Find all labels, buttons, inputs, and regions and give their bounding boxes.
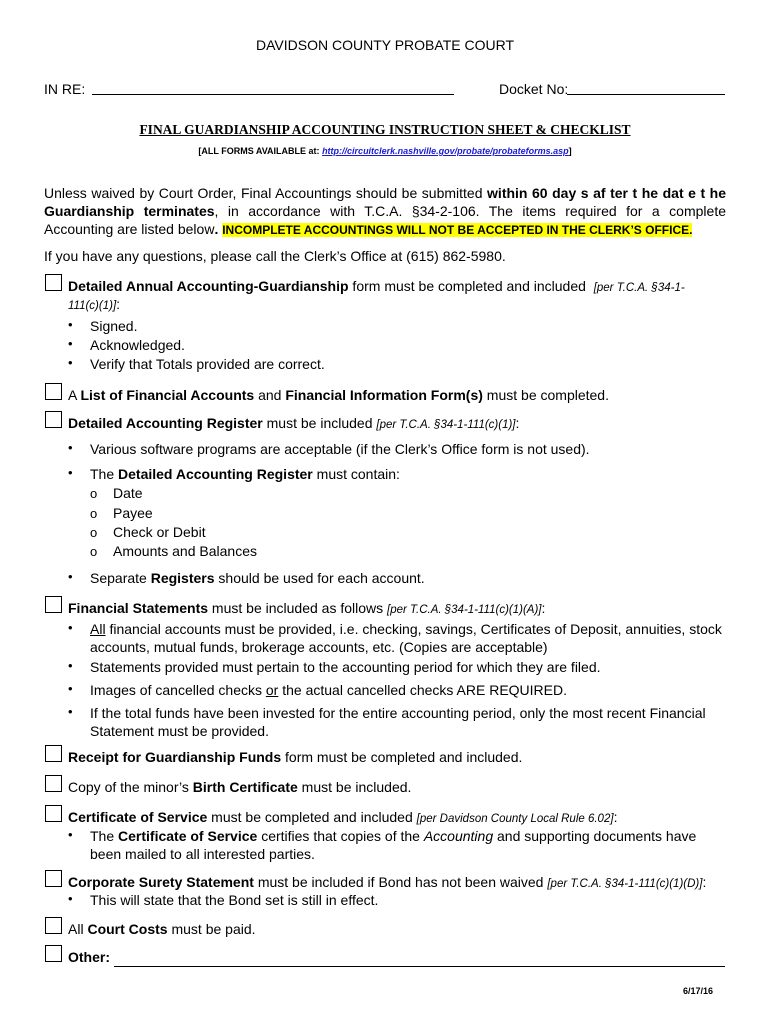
checkbox-financial-statements[interactable] — [45, 596, 62, 613]
item-other-label — [68, 948, 110, 966]
item-receipt-funds — [68, 748, 522, 766]
item-label: Corporate Surety Statement — [68, 874, 254, 890]
item-accounting-register — [68, 414, 519, 434]
bullet-bond-effect: This will state that the Bond set is still in effect. — [90, 892, 379, 908]
bullet-dot: • — [68, 891, 73, 906]
in-re-field[interactable] — [92, 94, 454, 95]
checkbox-certificate-service[interactable] — [45, 805, 62, 822]
bullet-acknowledged: Acknowledged. — [90, 337, 185, 353]
item-text: must be paid. — [167, 921, 256, 937]
item-label: Financial Information Form(s) — [285, 387, 483, 403]
item-surety-statement — [68, 873, 706, 893]
item-label: Registers — [150, 570, 215, 586]
checkbox-birth-certificate[interactable] — [45, 775, 62, 792]
item-colon: : — [541, 600, 546, 616]
item-text: must be included if Bond has not been waived — [253, 874, 548, 890]
item-text: Copy of the minor’s — [68, 779, 193, 795]
item-label: Detailed Accounting Register — [68, 415, 263, 431]
item-financial-statements — [68, 599, 545, 619]
page-title: FINAL GUARDIANSHIP ACCOUNTING INSTRUCTION SHEET & CHECKLIST — [139, 122, 631, 137]
in-re-label: IN RE: — [44, 81, 86, 97]
questions-line: If you have any questions, please call the Clerk’s Office at (615) 862-5980. — [44, 248, 506, 264]
intro-text-2: , in accordance with T.C.A. §34-2-106. The items required for a complete Accounting are listed below — [44, 203, 726, 237]
forms-link[interactable]: http://circuitclerk.nashville.gov/probate/probateforms.asp — [322, 146, 569, 156]
item-ref-2: 111(c)(1)] — [68, 300, 117, 312]
item-text: accounts, mutual funds, brokerage accounts, etc. (Copies are acceptable) — [90, 639, 548, 655]
intro-paragraph — [44, 184, 726, 239]
item-label: Receipt for Guardianship Funds — [68, 749, 282, 765]
item-text: form must be completed and included — [348, 278, 590, 294]
bullet-invested-funds — [90, 704, 730, 740]
item-text: financial accounts must be provided, i.e. checking, savings, Certificates of Deposit, annuities, stock — [105, 621, 722, 637]
bullet-dot: • — [68, 620, 73, 635]
forms-note-suffix: ] — [568, 146, 572, 156]
incomplete-warning: INCOMPLETE ACCOUNTINGS WILL NOT BE ACCEPTED IN THE CLERK’S OFFICE. — [222, 223, 693, 237]
item-emphasis: Accounting — [423, 828, 494, 844]
item-text: must be included — [262, 415, 377, 431]
item-ref: [per Davidson County Local Rule 6.02] — [416, 813, 614, 825]
item-text: certifies that copies of the — [257, 828, 424, 844]
item-text: form must be completed and included. — [281, 749, 523, 765]
item-colon: : — [613, 809, 618, 825]
sub-item-date: Date — [113, 485, 143, 501]
sub-bullet-marker: o — [90, 506, 98, 521]
item-ref: [per T.C.A. §34-1-111(c)(1)(A)] — [387, 604, 542, 616]
bullet-dot: • — [68, 569, 73, 584]
intro-deadline: within 60 day s af ter t he dat e t he Guardianship terminates — [44, 185, 727, 219]
court-name: DAVIDSON COUNTY PROBATE COURT — [256, 37, 514, 53]
item-text: must be completed. — [482, 387, 609, 403]
sub-item-payee: Payee — [113, 505, 153, 521]
item-text: The — [90, 466, 119, 482]
bullet-software: Various software programs are acceptable (if the Clerk’s Office form is not used). — [90, 441, 590, 457]
docket-label: Docket No: — [499, 81, 569, 97]
sub-item-amounts: Amounts and Balances — [113, 543, 257, 559]
bullet-register-contents — [90, 465, 400, 483]
bullet-dot: • — [68, 658, 73, 673]
item-emphasis: All — [90, 621, 106, 637]
item-text: The — [90, 828, 119, 844]
item-text: A — [68, 387, 81, 403]
item-label: List of Financial Accounts — [80, 387, 255, 403]
item-text: the actual cancelled checks ARE REQUIRED. — [278, 682, 568, 698]
bullet-certifies — [90, 827, 726, 863]
intro-text-1: Unless waived by Court Order, Final Accountings should be submitted — [44, 185, 483, 201]
bullet-signed: Signed. — [90, 318, 138, 334]
item-text: must be included as follows — [208, 600, 388, 616]
bullet-dot: • — [68, 681, 73, 696]
item-text: Statement must be provided. — [90, 723, 269, 739]
item-label: Birth Certificate — [192, 779, 298, 795]
item-certificate-service — [68, 808, 617, 828]
item-text: must be completed and included — [207, 809, 417, 825]
item-birth-certificate — [68, 778, 411, 796]
bullet-statement-period: Statements provided must pertain to the accounting period for which they are filed. — [90, 659, 601, 675]
sub-item-check-debit: Check or Debit — [113, 524, 206, 540]
bullet-dot: • — [68, 317, 73, 332]
item-label: Other: — [68, 949, 110, 965]
bullet-dot: • — [68, 827, 73, 842]
bullet-verify-totals: Verify that Totals provided are correct. — [90, 356, 325, 372]
item-annual-accounting — [68, 277, 728, 297]
bullet-all-accounts — [90, 620, 730, 656]
bullet-dot: • — [68, 704, 73, 719]
item-text: must contain: — [312, 466, 400, 482]
item-text: Separate — [90, 570, 151, 586]
item-court-costs — [68, 920, 256, 938]
item-text: must be included. — [297, 779, 412, 795]
item-colon: : — [515, 415, 520, 431]
item-financial-accounts — [68, 386, 609, 404]
item-label: Certificate of Service — [118, 828, 258, 844]
item-text: been mailed to all interested parties. — [90, 846, 315, 862]
checkbox-other[interactable] — [45, 945, 62, 962]
item-text: and — [254, 387, 286, 403]
item-label: Certificate of Service — [68, 809, 208, 825]
item-label: Court Costs — [87, 921, 168, 937]
checkbox-accounting-register[interactable] — [45, 411, 62, 428]
forms-note-prefix: [ALL FORMS AVAILABLE at: — [198, 146, 320, 156]
bullet-dot: • — [68, 336, 73, 351]
checkbox-annual-accounting[interactable] — [45, 274, 62, 291]
item-label: Detailed Annual Accounting-Guardianship — [68, 278, 349, 294]
item-text: Images of cancelled checks — [90, 682, 266, 698]
bullet-separate-registers — [90, 569, 425, 587]
item-text: and supporting documents have — [493, 828, 697, 844]
sub-bullet-marker: o — [90, 486, 98, 501]
bullet-dot: • — [68, 440, 73, 455]
bullet-dot: • — [68, 465, 73, 480]
item-text: should be used for each account. — [214, 570, 425, 586]
item-ref-cont — [68, 295, 120, 315]
intro-period: . — [214, 221, 219, 237]
checkbox-financial-accounts[interactable] — [45, 383, 62, 400]
bullet-dot: • — [68, 355, 73, 370]
item-emphasis: or — [265, 682, 279, 698]
sub-bullet-marker: o — [90, 544, 98, 559]
docket-field[interactable] — [567, 94, 725, 95]
item-colon: : — [702, 874, 707, 890]
revision-date: 6/17/16 — [683, 986, 714, 996]
item-label: Detailed Accounting Register — [118, 466, 313, 482]
sub-bullet-marker: o — [90, 525, 98, 540]
item-colon: : — [116, 296, 121, 312]
item-ref: [per T.C.A. §34-1- — [593, 282, 685, 294]
item-text: If the total funds have been invested for the entire accounting period, only the most recent Financial — [90, 705, 706, 721]
item-text: All — [68, 921, 88, 937]
item-ref: [per T.C.A. §34-1-111(c)(1)(D)] — [547, 878, 703, 890]
checkbox-receipt-funds[interactable] — [45, 745, 62, 762]
other-field[interactable] — [114, 966, 725, 967]
item-ref: [per T.C.A. §34-1-111(c)(1)] — [376, 419, 516, 431]
checkbox-court-costs[interactable] — [45, 917, 62, 934]
item-label: Financial Statements — [68, 600, 209, 616]
bullet-cancelled-checks — [90, 681, 567, 699]
checkbox-surety-statement[interactable] — [45, 870, 62, 887]
forms-note — [0, 146, 770, 156]
